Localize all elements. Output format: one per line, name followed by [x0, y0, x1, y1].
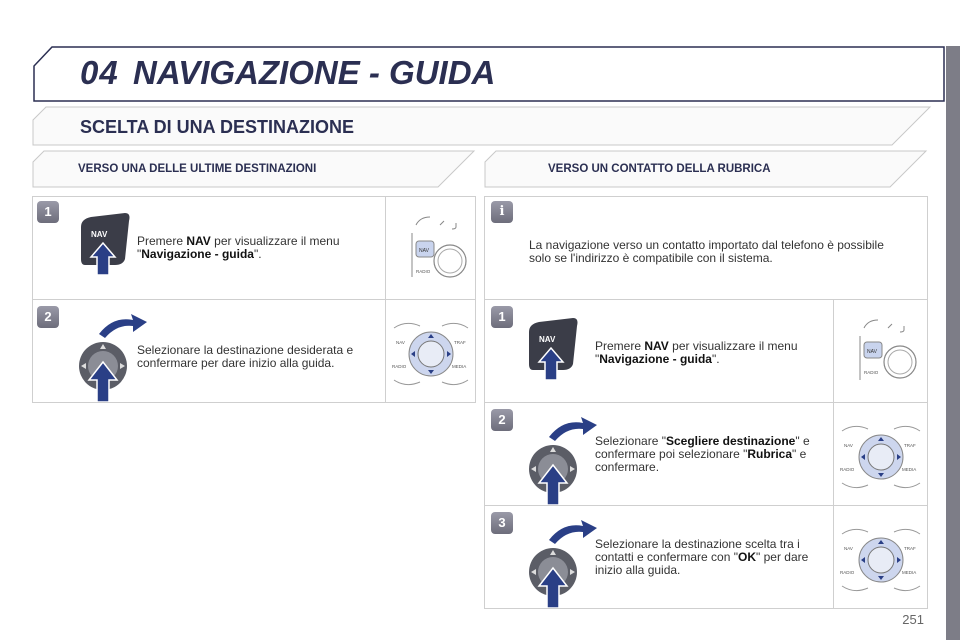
svg-text:NAV: NAV [844, 443, 853, 448]
right-info-text: La navigazione verso un contatto importato dal telefono è possibile solo se l'indirizzo è compatibile con il sistema. [529, 238, 884, 265]
multifunction-panel-drawing [834, 506, 928, 608]
step-badge: 2 [37, 306, 59, 328]
svg-text:RADIO: RADIO [864, 370, 879, 375]
info-badge: i [491, 201, 513, 223]
right-step-1-panel [484, 299, 928, 403]
left-step-1-image [385, 197, 475, 299]
right-step-1-text: Premere NAV per visualizzare il menu "Navigazione - guida". [595, 339, 798, 366]
side-bar [946, 46, 960, 640]
left-step-2-image [385, 300, 475, 402]
chapter-title: NAVIGAZIONE - GUIDA [133, 54, 496, 91]
svg-text:MEDIA: MEDIA [902, 570, 917, 575]
svg-text:RADIO: RADIO [840, 467, 855, 472]
left-step-1-panel [32, 196, 476, 300]
right-step-1-image [833, 300, 927, 402]
svg-text:NAV: NAV [844, 546, 853, 551]
left-step-2-panel [32, 299, 476, 403]
section-title: SCELTA DI UNA DESTINAZIONE [80, 117, 354, 137]
svg-text:NAV: NAV [419, 248, 429, 254]
multifunction-panel-drawing [386, 300, 476, 402]
left-step-2-text: Selezionare la destinazione desiderata e confermare per dare inizio alla guida. [137, 343, 354, 370]
right-step-3-image [833, 506, 927, 608]
nav-label: NAV [539, 335, 556, 344]
left-column-title: VERSO UNA DELLE ULTIME DESTINAZIONI [78, 163, 317, 175]
svg-text:TRAF: TRAF [904, 546, 916, 551]
step-badge: 1 [37, 201, 59, 223]
svg-text:RADIO: RADIO [416, 269, 431, 274]
svg-text:NAV: NAV [396, 340, 405, 345]
svg-text:MEDIA: MEDIA [452, 364, 467, 369]
page-number: 251 [902, 612, 924, 627]
nav-panel-line-drawing [386, 197, 476, 299]
step-badge: 1 [491, 306, 513, 328]
multifunction-panel-drawing [834, 403, 928, 505]
step-badge: 2 [491, 409, 513, 431]
nav-button-icon [525, 318, 581, 380]
left-step-1-text: Premere NAV per visualizzare il menu "Navigazione - guida". [137, 234, 340, 261]
right-step-3-text: Selezionare la destinazione scelta tra i contatti e confermare con "OK" per dare inizio alla guida. [595, 537, 809, 577]
right-info-panel [484, 196, 928, 300]
nav-panel-line-drawing [834, 300, 928, 402]
right-step-2-text: Selezionare "Scegliere destinazione" e confermare poi selezionare "Rubrica" e confermare. [595, 434, 810, 474]
svg-text:NAV: NAV [867, 349, 877, 355]
svg-text:TRAF: TRAF [454, 340, 466, 345]
nav-label: NAV [91, 230, 108, 239]
svg-text:RADIO: RADIO [392, 364, 407, 369]
svg-text:TRAF: TRAF [904, 443, 916, 448]
right-column-title: VERSO UN CONTATTO DELLA RUBRICA [548, 163, 771, 175]
svg-text:RADIO: RADIO [840, 570, 855, 575]
joystick-confirm-icon [523, 413, 603, 505]
chapter-number: 04 [80, 54, 119, 91]
right-step-2-image [833, 403, 927, 505]
joystick-confirm-icon [523, 516, 603, 608]
nav-button-icon [77, 213, 133, 275]
right-step-2-panel [484, 402, 928, 506]
step-badge: 3 [491, 512, 513, 534]
svg-text:MEDIA: MEDIA [902, 467, 917, 472]
right-step-3-panel [484, 505, 928, 609]
